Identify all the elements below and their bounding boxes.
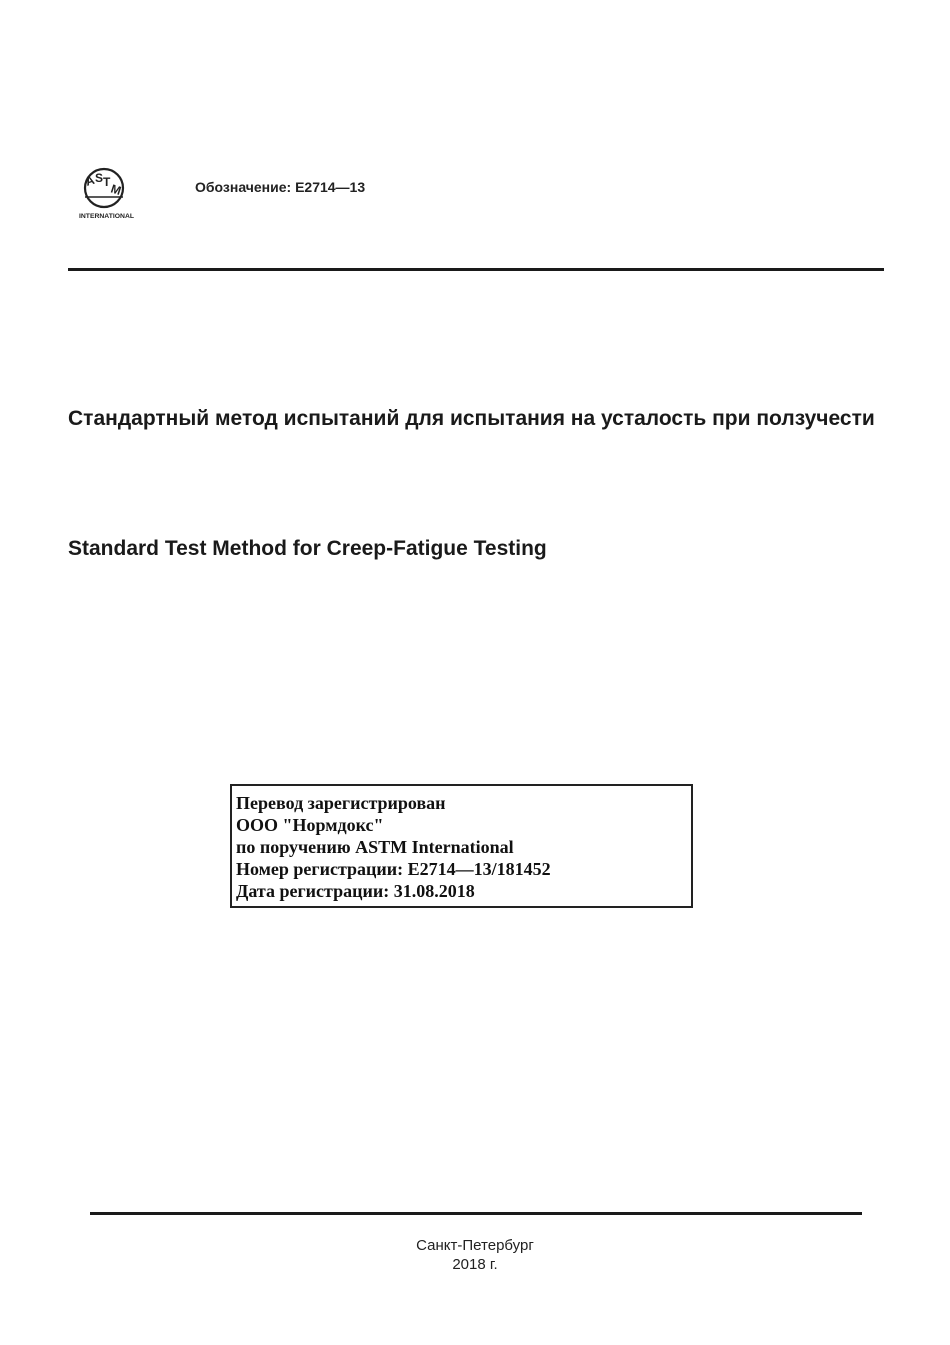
svg-text:A: A	[83, 172, 97, 189]
registration-line: Дата регистрации: 31.08.2018	[236, 881, 475, 901]
svg-text:M: M	[109, 181, 123, 198]
footer-city: Санкт-Петербург	[416, 1237, 534, 1254]
designation-label: Обозначение: E2714—13	[195, 179, 366, 195]
svg-text:S: S	[95, 171, 104, 185]
title-russian: Стандартный метод испытаний для испытания на усталость при ползучести	[68, 407, 875, 430]
registration-line: Перевод зарегистрирован	[236, 793, 446, 813]
top-divider	[68, 268, 884, 271]
registration-box	[230, 784, 693, 908]
bottom-divider	[90, 1212, 862, 1215]
registration-line: Номер регистрации: E2714—13/181452	[236, 859, 551, 879]
registration-line: по поручению ASTM International	[236, 837, 514, 857]
astm-logo-icon	[78, 166, 134, 222]
svg-text:T: T	[103, 175, 111, 189]
logo-sub-text: INTERNATIONAL	[79, 213, 134, 220]
registration-line: ООО "Нормдокс"	[236, 815, 384, 835]
footer-year: 2018 г.	[452, 1256, 498, 1273]
footer	[0, 1236, 950, 1274]
title-english: Standard Test Method for Creep-Fatigue Testing	[68, 537, 547, 560]
